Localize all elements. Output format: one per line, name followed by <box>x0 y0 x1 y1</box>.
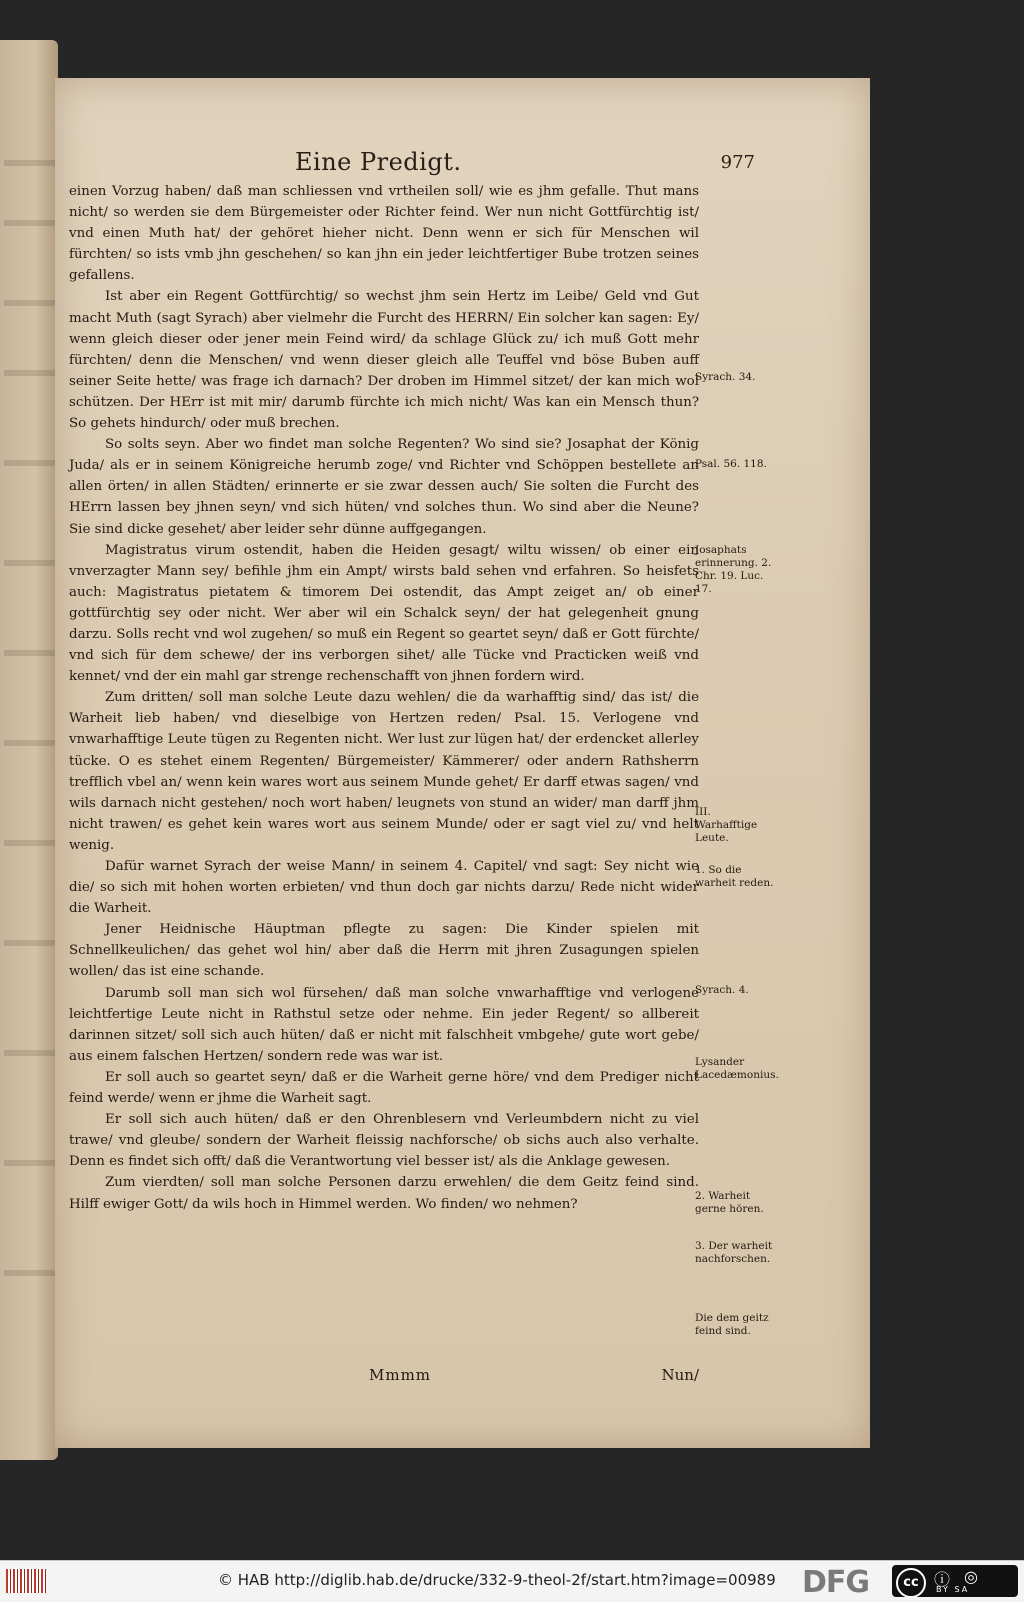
paragraph: Jener Heidnische Häuptman pflegte zu sagen: Die Kinder spielen mit Schnellkeulichen/ das gehet wol hin/ aber daß die Herrn mit jhren Zusagungen spielen wollen/ das ist eine schande. <box>69 922 699 980</box>
catchword: Nun/ <box>661 1366 699 1384</box>
paragraph: Ist aber ein Regent Gottfürchtig/ so wechst jhm sein Hertz im Leibe/ Geld vnd Gut macht Muth (sagt Syrach) aber vielmehr die Furcht des HERRN/ Ein solcher kan sagen: Ey/ wenn gleich dieser oder jener mein Feind wird/ da schlage Glück zu/ ich muß Gott mehr fürchten/ denn die Menschen/ vnd wenn dieser gleich alle Teuffel vnd böse Buben auff seiner Seite hette/ was frage ich darnach? Der droben im Himmel sitzet/ der kan mich wol schützen. Der HErr ist mit mir/ darumb fürchte ich mich nicht/ Was kan ein Mensch thun? So gehets hindurch/ oder muß brechen. <box>69 289 699 432</box>
cc-license-badge[interactable] <box>892 1565 1018 1597</box>
paragraph: Darumb soll man sich wol fürsehen/ daß man solche vnwarhafftige vnd verlogene leichtfertige Leute nicht in Rathstul setze oder nehme. Ein jeder Regent/ so allbereit darinnen sitzet/ soll sich auch hüten/ daß er nicht mit falschheit vmbgehe/ gute wort gebe/ aus einem falschen Hertzen/ sondern rede was war ist. <box>69 985 699 1064</box>
margin-note: Psal. 56. 118. <box>695 458 767 470</box>
barcode-icon <box>6 1569 46 1593</box>
sa-icon: ◎ <box>964 1567 978 1586</box>
paragraph: Er soll sich auch hüten/ daß er den Ohrenblesern vnd Verleumbdern nicht zu viel trawe/ vnd gleube/ sondern der Warheit fleissig nachforsche/ ob sichs auch also verhalte. Denn es findet sich offt/ daß die Verantwortung viel besser ist/ als die Anklage gewesen. <box>69 1112 699 1170</box>
facing-page-edge <box>0 40 58 1460</box>
source-credit-link[interactable]: © HAB http://diglib.hab.de/drucke/332-9-theol-2f/start.htm?image=00989 <box>218 1571 776 1589</box>
margin-note: Syrach. 4. <box>695 984 749 996</box>
margin-note: Josaphats erinnerung. 2. Chr. 19. Luc. 17. <box>695 544 772 595</box>
margin-note: 1. So die warheit reden. <box>695 864 774 889</box>
page-header <box>295 148 755 178</box>
body-text <box>69 181 699 1215</box>
page-number: 977 <box>720 152 755 173</box>
signature-mark: Mmmm <box>369 1366 432 1384</box>
dfg-logo: DFG <box>802 1565 870 1600</box>
license-label: BY SA <box>936 1585 970 1594</box>
paragraph: Er soll auch so geartet seyn/ daß er die Warheit gerne höre/ vnd dem Prediger nicht feind werde/ wenn er jhme die Warheit sagt. <box>69 1069 699 1107</box>
cc-icon: cc <box>896 1568 926 1598</box>
paragraph: Dafür warnet Syrach der weise Mann/ in seinem 4. Capitel/ vnd sagt: Sey nicht wie die/ so sich mit hohen worten erbieten/ vnd thun doch gar nichts darzu/ Rede nicht wider die Warheit. <box>69 859 699 917</box>
by-icon: ⓘ <box>934 1570 951 1589</box>
paragraph: einen Vorzug haben/ daß man schliessen vnd vrtheilen soll/ wie es jhm gefalle. Thut mans nicht/ so werden sie dem Bürgemeister oder Richter feind. Wer nun nicht Gottfürchtig ist/ vnd einen Muth hat/ der gehöret hieher nicht. Denn wenn er sich für Menschen wil fürchten/ so ists vmb jhn geschehen/ so kan jhn ein jeder leichtfertiger Bube trotzen seines gefallens. <box>69 184 699 284</box>
margin-note: Die dem geitz feind sind. <box>695 1312 769 1337</box>
paragraph: Magistratus virum ostendit, haben die Heiden gesagt/ wiltu wissen/ ob einer ein vnverzagter Mann sey/ befihle jhm ein Ampt/ wirsts bald sehen vnd erfahren. So heisfets auch: Magistratus pietatem & timorem Dei ostendit, das Ampt zeiget an/ ob einer gottfürchtig sey oder nicht. Wer aber wil ein Schalck seyn/ der hat gelegenheit gnung darzu. Solls recht vnd wol zugehen/ so muß ein Regent so geartet seyn/ daß er Gott fürchte/ vnd sich für dem schewe/ der ins verborgen sihet/ alle Tücke vnd Practicken weiß vnd kennet/ vnd der ein mahl gar strenge rechenschafft von jhnen fordern wird. <box>69 542 699 685</box>
margin-note: Lysander Lacedæmonius. <box>695 1056 779 1081</box>
paragraph: Zum vierdten/ soll man solche Personen darzu erwehlen/ die dem Geitz feind sind. Hilff ewiger Gott/ da wils hoch in Himmel werden. Wo finden/ wo nehmen? <box>69 1175 699 1212</box>
viewer-footer <box>0 1560 1024 1602</box>
paragraph: Zum dritten/ soll man solche Leute dazu wehlen/ die da warhafftig sind/ das ist/ die Warheit lieb haben/ vnd dieselbige von Hertzen reden/ Psal. 15. Verlogene vnd vnwarhafftige Leute tügen zu Regenten nicht. Wer lust zur lügen hat/ der erdencket allerley tücke. O es stehet einem Regenten/ Bürgemeister/ Kämmerer/ oder andern Rathsherrn trefflich vbel an/ wenn kein wares wort aus seinem Munde gehet/ Er darff etwas sagen/ vnd wils darnach nicht gestehen/ noch wort haben/ leugnets von stund an wider/ man darff jhm nicht trawen/ es gehet kein wares wort aus seinem Munde/ oder er sagt viel zu/ vnd helt wenig. <box>69 690 699 853</box>
margin-note: 3. Der warheit nachforschen. <box>695 1240 773 1265</box>
book-page <box>55 78 870 1448</box>
margin-note: 2. Warheit gerne hören. <box>695 1190 764 1215</box>
running-title: Eine Predigt. <box>295 148 462 176</box>
margin-note: III. Warhafftige Leute. <box>695 806 758 844</box>
margin-note: Syrach. 34. <box>695 371 756 383</box>
page-footer-line <box>69 1366 699 1388</box>
paragraph: So solts seyn. Aber wo findet man solche Regenten? Wo sind sie? Josaphat der König Juda/ als er in seinem Königreiche herumb zoge/ vnd Richter vnd Schöppen bestellete an allen örten/ in allen Städten/ erinnerte er sie zwar dessen auch/ Sie solten die Furcht des HErrn lassen bey jhnen seyn/ vnd sich hüten/ vnd solches thun. Wo sind aber die Neune? Sie sind dicke gesehet/ aber leider sehr dünne auffgegangen. <box>69 437 699 537</box>
